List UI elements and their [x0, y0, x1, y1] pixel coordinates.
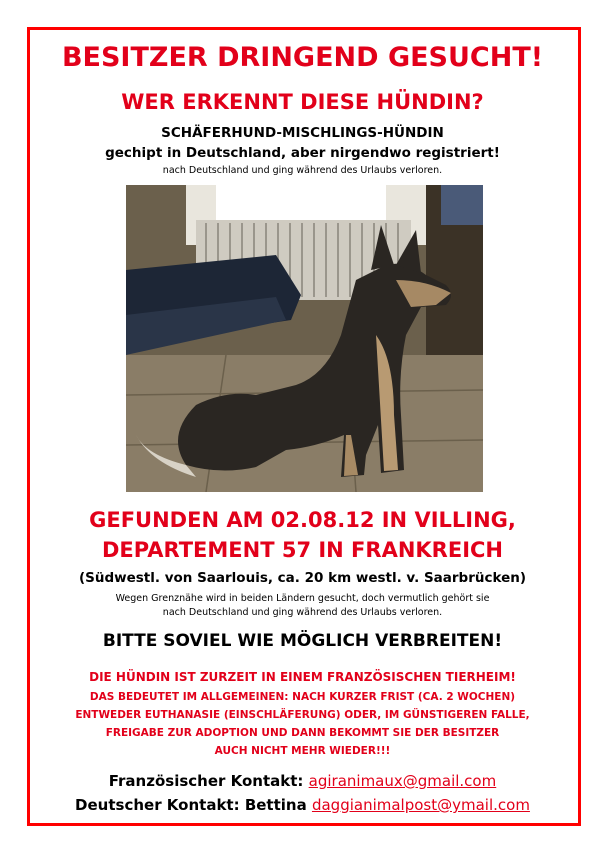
contact-de-email-link[interactable]: daggianimalpost@ymail.com: [311, 796, 530, 814]
found-line-1: GEFUNDEN AM 02.08.12 IN VILLING,: [89, 508, 516, 532]
chip-note: gechipt in Deutschland, aber nirgendwo registriert!: [105, 145, 500, 161]
warning-line-2: ENTWEDER EUTHANASIE (EINSCHLÄFERUNG) ODER, IM GÜNSTIGEREN FALLE,: [75, 709, 530, 721]
breed-heading: SCHÄFERHUND-MISCHLINGS-HÜNDIN: [161, 125, 444, 141]
warning-line-3: FREIGABE ZUR ADOPTION UND DANN BEKOMMT SIE DER BESITZER: [105, 727, 500, 739]
warning-line-1: DAS BEDEUTET IM ALLGEMEINEN: NACH KURZER FRIST (CA. 2 WOCHEN): [89, 691, 516, 703]
contact-fr: [0, 772, 605, 790]
region-note: (Südwestl. von Saarlouis, ca. 20 km westl. v. Saarbrücken): [78, 570, 527, 586]
poster-subtitle: WER ERKENNT DIESE HÜNDIN?: [121, 90, 484, 114]
poster-title: BESITZER DRINGEND GESUCHT!: [61, 42, 544, 73]
contact-fr-label: Französischer Kontakt:: [108, 772, 304, 790]
shelter-notice: DIE HÜNDIN IST ZURZEIT IN EINEM FRANZÖSISCHEN TIERHEIM!: [89, 670, 516, 684]
lost-note: nach Deutschland und ging während des Urlaubs verloren.: [162, 165, 443, 176]
border-note-1: Wegen Grenznähe wird in beiden Ländern gesucht, doch vermutlich gehört sie: [115, 593, 490, 604]
border-note-2: nach Deutschland und ging während des Urlaubs verloren.: [162, 607, 443, 618]
dog-photo-illustration: [126, 185, 483, 492]
dog-photo: [126, 185, 483, 492]
spread-appeal: BITTE SOVIEL WIE MÖGLICH VERBREITEN!: [102, 631, 503, 651]
warning-line-4: AUCH NICHT MEHR WIEDER!!!: [214, 745, 391, 757]
contact-de: [0, 796, 605, 814]
found-line-2: DEPARTEMENT 57 IN FRANKREICH: [101, 538, 503, 562]
contact-de-label: Deutscher Kontakt: Bettina: [75, 796, 307, 814]
contact-fr-email-link[interactable]: agiranimaux@gmail.com: [308, 772, 497, 790]
